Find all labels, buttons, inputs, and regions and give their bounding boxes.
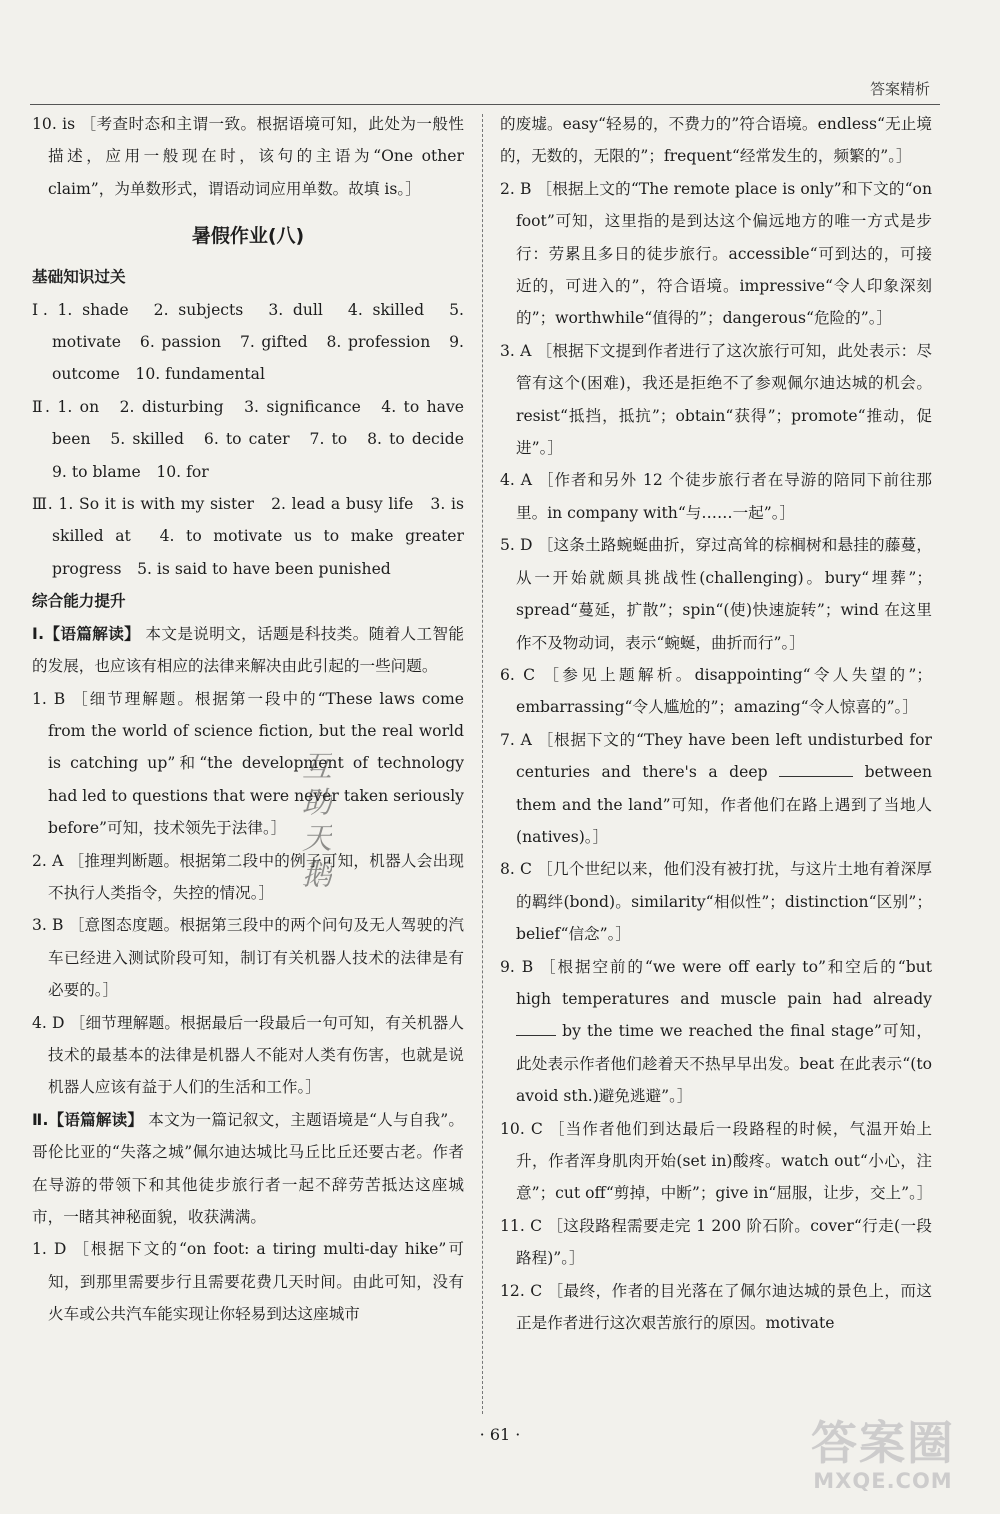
watermark-url: MXQE.COM <box>813 1469 953 1493</box>
right-column <box>500 108 932 1339</box>
watermark-title: 答案圈 <box>811 1416 955 1470</box>
passage-I-answer-2: 2. A ［推理判断题。根据第二段中的例子可知，机器人会出现不执行人类指令，失控的情况。］ <box>32 851 464 902</box>
answer-8: 8. C ［几个世纪以来，他们没有被打扰，与这片土地有着深厚的羁绊(bond)。similarity“相似性”；distinction“区别”；belief“信念”。］ <box>500 860 932 944</box>
passage-II-reading <box>32 1104 464 1234</box>
answer-7-part-a: 7. A ［根据下文的“They have been left undisturbed for centuries and there's a deep <box>500 730 932 782</box>
fill-blank <box>516 1021 556 1036</box>
answer-4: 4. A ［作者和另外 12 个徒步旅行者在导游的陪同下前往那里。in company with“与……一起”。］ <box>500 471 932 522</box>
answer-7-part-b: between them and the land”可知，作者他们在路上遇到了当地人(natives)。］ <box>516 763 932 846</box>
answer-10: 10. C ［当作者他们到达最后一段路程的时候，气温开始上升，作者浑身肌肉开始(set in)酸疼。watch out“小心，注意”；cut off“剪掉，中断”；give in“屈服，让步，交上”。］ <box>500 1119 933 1203</box>
passage-I-summary: 本文是说明文，话题是科技类。随着人工智能的发展，也应该有相应的法律来解决由此引起的一些问题。 <box>32 624 464 676</box>
comprehensive-heading: 综合能力提升 <box>32 592 126 611</box>
passage-I-answer-1: 1. B ［细节理解题。根据第一段中的“These laws come from the world of science fiction, but the real world is catching up”和“the development of technology had led to questions that were never taken seriously before”可知，技术领先于法律。］ <box>32 689 464 838</box>
answer-9-part-b: by the time we reached the final stage”可知，此处表示作者他们趁着天不热早早出发。beat 在此表示“(to avoid sth.)避免逃避”。］ <box>516 1022 932 1106</box>
answer-9-part-a: 9. B ［根据空前的“we were off early to”和空后的“but high temperatures and muscle pain had already <box>500 957 932 1008</box>
basic-part-III: Ⅲ. 1. So it is with my sister 2. lead a busy life 3. is skilled at 4. to motivate us to make greater progress 5. is said to have been punished <box>32 495 464 578</box>
passage-I-answer-4: 4. D ［细节理解题。根据最后一段最后一句可知，有关机器人技术的最基本的法律是机器人不能对人类有伤害，也就是说机器人应该有益于人们的生活和工作。］ <box>32 1013 464 1097</box>
passage-I-reading <box>32 618 464 683</box>
page-number: · 61 · <box>479 1425 521 1444</box>
passage-II-tag: Ⅱ.【语篇解读】 <box>32 1110 144 1129</box>
basic-knowledge-heading: 基础知识过关 <box>32 268 126 287</box>
basic-part-II: Ⅱ. 1. on 2. disturbing 3. significance 4. to have been 5. skilled 6. to cater 7. to 8. to decide 9. to blame 10. for <box>32 397 480 481</box>
answer-6: 6. C ［参见上题解析。disappointing“令人失望的”；embarrassing“令人尴尬的”；amazing“令人惊喜的”。］ <box>500 665 932 717</box>
answer-7 <box>500 724 932 854</box>
passage-I-tag: Ⅰ.【语篇解读】 <box>32 624 141 643</box>
answer-11: 11. C ［这段路程需要走完 1 200 阶石阶。cover“行走(一段路程)”。］ <box>500 1216 932 1268</box>
passage-I-answer-3: 3. B ［意图态度题。根据第三段中的两个问句及无人驾驶的汽车已经进入测试阶段可知，制订有关机器人技术的法律是有必要的。］ <box>32 916 464 1000</box>
basic-part-I: Ⅰ. 1. shade 2. subjects 3. dull 4. skilled 5. motivate 6. passion 7. gifted 8. profession 9. outcome 10. fundamental <box>32 300 464 384</box>
left-column <box>32 108 480 1331</box>
fill-blank <box>779 762 853 777</box>
answer-3: 3. A ［根据下文提到作者进行了这次旅行可知，此处表示：尽管有这个(困难)，我还是拒绝不了参观佩尔迪达城的机会。resist“抵挡，抵抗”；obtain“获得”；promote“推动，促进”。］ <box>500 341 932 458</box>
watermark-logo <box>788 1418 978 1494</box>
column-divider <box>482 114 483 1414</box>
answer-5: 5. D ［这条土路蜿蜒曲折，穿过高耸的棕榈树和悬挂的藤蔓，从一开始就颇具挑战性(challenging)。bury“埋葬”；spread“蔓延，扩散”；spin“(使)快速旋转”；wind 在这里作不及物动词，表示“蜿蜒，曲折而行”。］ <box>500 536 932 652</box>
header-label: 答案精析 <box>869 80 930 98</box>
answer-12: 12. C ［最终，作者的目光落在了佩尔迪达城的景色上，而这正是作者进行这次艰苦旅行的原因。motivate <box>500 1281 932 1333</box>
handwritten-annotation: 互助天鹅 <box>296 750 331 894</box>
header-rule <box>30 104 940 105</box>
intro-answer-item: 10. is ［考查时态和主谓一致。根据语境可知，此处为一般性描述，应用一般现在时，该句的主语为“One other claim”，为单数形式，谓语动词应用单数。故填 is。］ <box>32 115 464 198</box>
passage-II-answer-1: 1. D ［根据下文的“on foot: a tiring multi-day hike”可知，到那里需要步行且需要花费几天时间。由此可知，没有火车或公共汽车能实现让你轻易到达这座城市 <box>32 1240 464 1324</box>
answer-1-continuation: 的废墟。easy“轻易的，不费力的”符合语境。endless“无止境的，无数的，无限的”；frequent“经常发生的，频繁的”。］ <box>500 115 932 166</box>
section-title: 暑假作业(八) <box>191 225 305 248</box>
answer-9 <box>500 951 932 1113</box>
answer-2: 2. B ［根据上文的“The remote place is only”和下文的“on foot”可知，这里指的是到达这个偏远地方的唯一方式是步行：劳累且多日的徒步旅行。accessible“可到达的，可接近的，可进入的”，符合语境。impressive“令人印象深刻的”；worthwhile“值得的”；dangerous“危险的”。］ <box>500 179 932 328</box>
passage-II-summary: 本文为一篇记叙文，主题语境是“人与自我”。哥伦比亚的“失落之城”佩尔迪达城比马丘比丘还要古老。作者在导游的带领下和其他徒步旅行者一起不辞劳苦抵达这座城市，一睹其神秘面貌，收获满满。 <box>32 1110 464 1226</box>
